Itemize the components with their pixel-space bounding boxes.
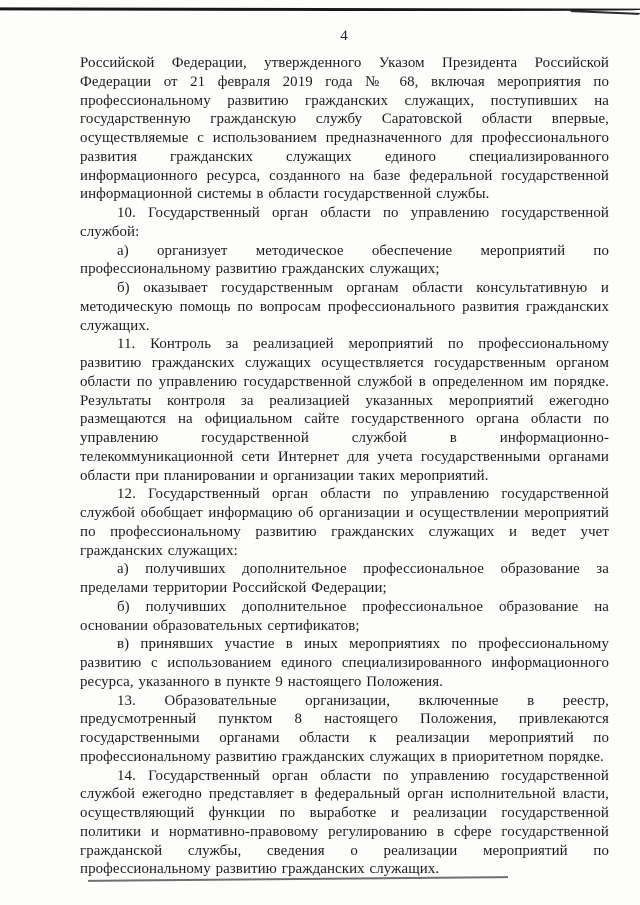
paragraph: 11. Контроль за реализацией мероприятий по профессиональному развитию гражданских служащих осуществляется государственным органом области по управлению государственной службой в определенном им порядке. Результаты контроля за реализацией указанных мероприятий ежегодно размещаются на официальном сайте государственного органа области по управлению государственной службой в информационно-телекоммуникационной сети Интернет для учета государственными органами области при планировании и организации таких мероприятий. [80, 336, 609, 484]
paragraph: б) оказывает государственным органам области консультативную и методическую помощь по вопросам профессионального развития гражданских служащих. [80, 280, 609, 334]
paragraph: а) получивших дополнительное профессиональное образование за пределами территории Российской Федерации; [80, 561, 609, 596]
scan-top-edge-curve [570, 10, 640, 15]
paragraph: в) принявших участие в иных мероприятиях по профессиональному развитию с использованием единого специализированного информационного ресурса, указанного в пункте 9 настоящего Положения. [80, 636, 609, 690]
paragraph: Российской Федерации, утвержденного Указом Президента Российской Федерации от 21 февраля 2019 года № 68, включая мероприятия по профессиональному развитию гражданских служащих, поступивших на государственную гражданскую службу Саратовской области впервые, осуществляемые с использованием предназначенного для профессионального развития гражданских служащих единого специализированного информационного ресурса, созданного на базе федеральной государственной информационной системы в области государственной службы. [80, 55, 609, 203]
page-number: 4 [340, 28, 348, 44]
paragraph: а) организует методическое обеспечение мероприятий по профессиональному развитию гражданских служащих; [80, 242, 609, 278]
scan-top-edge-line [0, 7, 640, 11]
document-body [80, 54, 609, 879]
paragraph: 12. Государственный орган области по управлению государственной службой обобщает информацию об организации и осуществлении мероприятий по профессиональному развитию гражданских служащих и ведет учет гражданских служащих: [80, 486, 609, 559]
paragraph: 14. Государственный орган области по управлению государственной службой ежегодно представляет в федеральный орган исполнительной власти, осуществляющий функции по выработке и реализации государственной политики и нормативно-правовому регулированию в сфере государственной гражданской службы, сведения о реализации мероприятий по профессиональному развитию гражданских служащих. [80, 767, 609, 878]
paragraph: 13. Образовательные организации, включенные в реестр, предусмотренный пунктом 8 настоящего Положения, привлекаются государственными органами области к реализации мероприятий по профессиональному развитию гражданских служащих в приоритетном порядке. [80, 692, 609, 765]
paragraph: 10. Государственный орган области по управлению государственной службой: [80, 205, 609, 240]
paragraph: б) получивших дополнительное профессиональное образование на основании образовательных сертификатов; [80, 598, 609, 634]
